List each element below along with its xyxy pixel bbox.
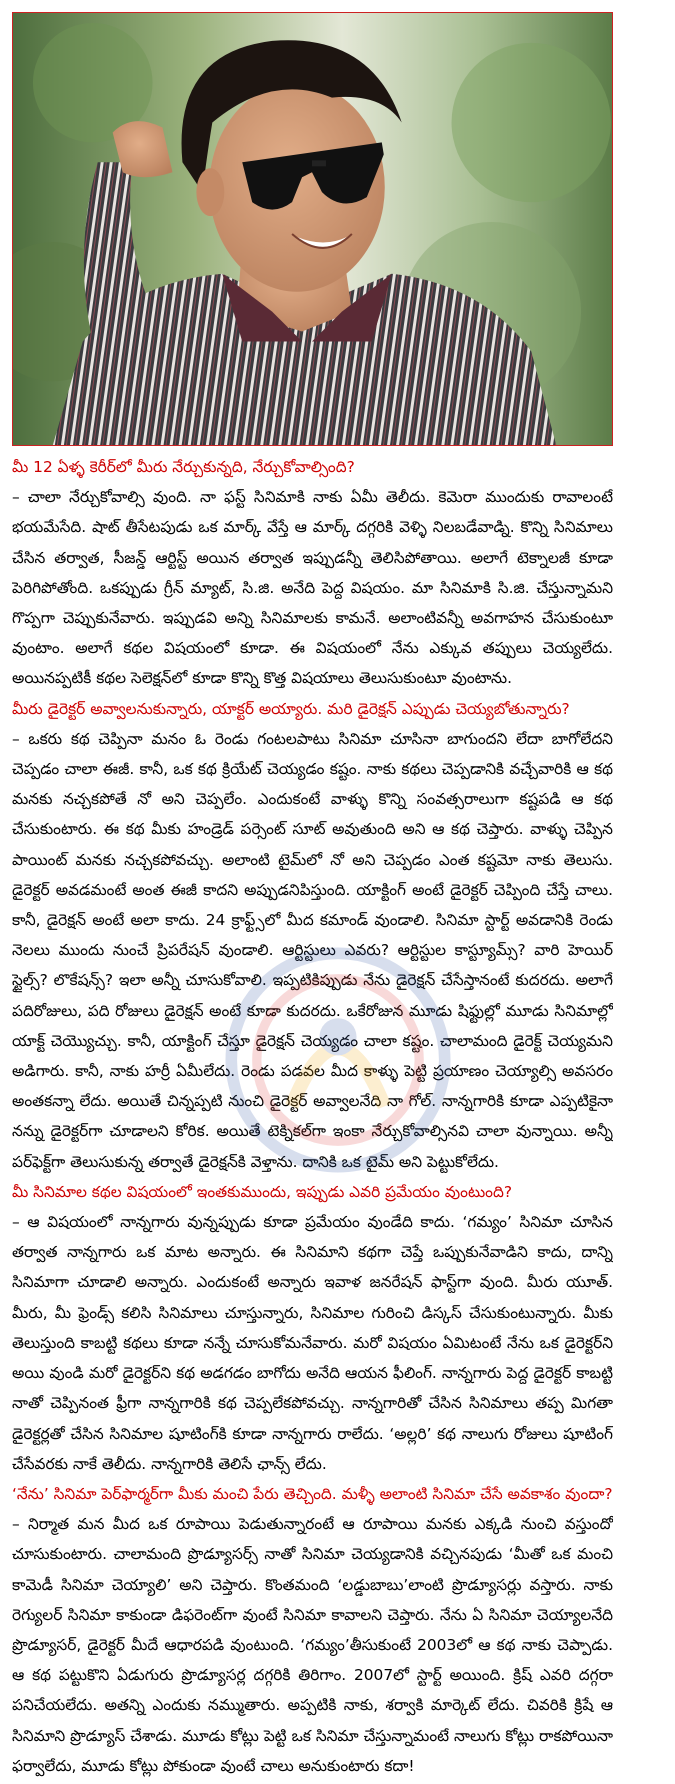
answer-3: – ఆ విషయంలో నాన్నగారు వున్నప్పుడు కూడా ప్రమేయం వుండేది కాదు. ‘గమ్యం’ సినిమా చూసిన తర్వాత నాన్నగారు ఒక మాట అన్నారు. ఈ సినిమాని కథగా చెప్తే ఒప్పుకునేవాడిని కాదు, దాన్ని సినిమాగా చూడాలి అన్నారు. ఎందుకంటే అన్నారు ఇవాళ జనరేషన్ ఫాస్ట్‌గా వుంది. మీరు యూత్. మీరు, మీ ఫ్రెండ్స్ కలిసి సినిమాలు చూస్తున్నారు, సినిమాల గురించి డిస్కస్ చేసుకుంటున్నారు. మీకు తెలుస్తుంది కాబట్టి కథలు కూడా నన్నే చూసుకోమనేవారు. మరో విషయం ఏమిటంటే నేను ఒక డైరెక్టర్‌ని అయి వుండి మరో డైరెక్టర్‌ని కథ అడగడం బాగోదు అనేది ఆయన ఫీలింగ్. నాన్నగారు పెద్ద డైరెక్టర్ కాబట్టి నాతో చెప్పినంత ఫ్రీగా నాన్నగారికి కథ చెప్పలేకపోవచ్చు. నాన్నగారితో చేసిన సినిమాలు తప్ప మిగతా డైరెక్టర్లతో చేసిన సినిమాల షూటింగ్‌కి కూడా నాన్నగారు రాలేదు. ‘అల్లరి’ కథ నాలుగు రోజులు షూటింగ్ చేసేవరకు నాకే తెలీదు. నాన్నగారికి తెలిసే ఛాన్స్ లేదు. bbox=[12, 1213, 613, 1473]
answer-1: – చాలా నేర్చుకోవాల్సి వుంది. నా ఫస్ట్ సినిమాకి నాకు ఏమీ తెలీదు. కెమెరా ముందుకు రావాలంటే భయమేసేది. షాట్ తీసేటపుడు ఒక మార్క్ వేస్తే ఆ మార్క్ దగ్గరికి వెళ్ళి నిలబడేవాడ్ని. కొన్ని సినిమాలు చేసిన తర్వాత, సీజన్డ్ ఆర్టిస్ట్ అయిన తర్వాత ఇప్పుడన్నీ తెలిసిపోతాయి. అలాగే టెక్నాలజీ కూడా పెరిగిపోతోంది. ఒకప్పుడు గ్రీన్ మ్యాట్, సి.జి. అనేది పెద్ద విషయం. మా సినిమాకి సి.జి. చేస్తున్నామని గొప్పగా చెప్పుకునేవారు. ఇప్పుడవి అన్ని సినిమాలకు కామనే. అలాంటివన్నీ అవగాహన చేసుకుంటూ వుంటాం. అలాగే కథల విషయంలో కూడా. ఈ విషయంలో నేను ఎక్కువ తప్పులు చెయ్యలేదు. అయినప్పటికీ కథల సెలెక్షన్‌లో కూడా కొన్ని కొత్త విషయాలు తెలుసుకుంటూ వుంటాను. bbox=[12, 488, 613, 688]
portrait-photo-illustration bbox=[13, 13, 612, 445]
question-2: మీరు డైరెక్టర్ అవ్వాలనుకున్నారు, యాక్టర్ అయ్యారు. మరి డైరెక్షన్ ఎప్పుడు చెయ్యబోతున్నారు? bbox=[12, 699, 570, 718]
answer-4: – నిర్మాత మన మీద ఒక రూపాయి పెడుతున్నారంటే ఆ రూపాయి మనకు ఎక్కడి నుంచి వస్తుందో చూసుకుంటారు. చాలామంది ప్రొడ్యూసర్స్ నాతో సినిమా చెయ్యడానికి వచ్చినపుడు ‘మీతో ఒక మంచి కామెడీ సినిమా చెయ్యాలి’ అని చెప్తారు. కొంతమంది ‘లడ్డుబాబు’లాంటి ప్రొడ్యూసర్లు వస్తారు. నాకు రెగ్యులర్ సినిమా కాకుండా డిఫరెంట్‌గా వుంటే సినిమా కావాలని చెప్తారు. నేను ఏ సినిమా చెయ్యాలనేది ప్రొడ్యూసర్, డైరెక్టర్ మీదే ఆధారపడి వుంటుంది. ‘గమ్యం’తీసుకుంటే 2003లో ఆ కథ నాకు చెప్పాడు. ఆ కథ పట్టుకొని ఏడుగురు ప్రొడ్యూసర్ల దగ్గరికి తిరిగాం. 2007లో స్టార్ట్ అయింది. క్రిష్ ఎవరి దగ్గరా పనిచేయలేదు. అతన్ని ఎందుకు నమ్ముతారు. అప్పటికి నాకు, శర్వాకి మార్కెట్ లేదు. చివరికి క్రిషే ఆ సినిమాని ప్రొడ్యూస్ చేశాడు. మూడు కోట్లు పెట్టి ఒక సినిమా చేస్తున్నామంటే నాలుగు కోట్లు రాకపోయినా ఫర్వాలేదు, మూడు కోట్లు పోకుండా వుంటే చాలు అనుకుంటారు కదా! bbox=[12, 1515, 613, 1775]
question-4: ‘నేను’ సినిమా పెర్‌ఫార్మర్‌గా మీకు మంచి పేరు తెచ్చింది. మళ్ళీ అలాంటి సినిమా చేసే అవకాశం వుందా? bbox=[12, 1484, 613, 1503]
answer-2: – ఒకరు కథ చెప్పినా మనం ఓ రెండు గంటలపాటు సినిమా చూసినా బాగుందని లేదా బాగోలేదని చెప్పడం చాలా ఈజీ. కానీ, ఒక కథ క్రియేట్ చెయ్యడం కష్టం. నాకు కథలు చెప్పడానికి వచ్చేవారికి ఆ కథ మనకు నచ్చకపోతే నో అని చెప్పలేం. ఎందుకంటే వాళ్ళు కొన్ని సంవత్సరాలుగా కష్టపడి ఆ కథ చేసుకుంటారు. ఈ కథ మీకు హండ్రెడ్ పర్సెంట్ సూట్ అవుతుంది అని ఆ కథ చెప్తారు. వాళ్ళు చెప్పిన పాయింట్ మనకు నచ్చకపోవచ్చు. అలాంటి టైమ్‌లో నో అని చెప్పడం ఎంత కష్టమో నాకు తెలుసు. డైరెక్టర్ అవడమంటే అంత ఈజీ కాదని అప్పుడనిపిస్తుంది. యాక్టింగ్ అంటే డైరెక్టర్ చెప్పింది చేస్తే చాలు. కానీ, డైరెక్షన్ అంటే అలా కాదు. 24 క్రాఫ్ట్స్‌లో మీద కమాండ్ వుండాలి. సినిమా స్టార్ట్ అవడానికి రెండు నెలలు ముందు నుంచే ప్రిపరేషన్ వుండాలి. ఆర్టిస్టులు ఎవరు? ఆర్టిస్టుల కాస్ట్యూమ్స్? వారి హెయిర్ స్టైల్స్? లొకేషన్స్? ఇలా అన్నీ చూసుకోవాలి. ఇప్పటికిప్పుడు నేను డైరెక్షన్ చేసేస్తానంటే కుదరదు. అలాగే పదిరోజులు, పది రోజులు డైరెక్షన్ అంటే కూడా కుదరదు. ఒకేరోజున మూడు షిఫ్టుల్లో మూడు సినిమాల్లో యాక్ట్ చెయ్యొచ్చు. కానీ, యాక్టింగ్ చేస్తూ డైరెక్షన్ చెయ్యడం చాలా కష్టం. చాలామంది డైరెక్ట్ చెయ్యమని అడిగారు. కానీ, నాకు హర్రీ ఏమీలేదు. రెండు పడవల మీద కాళ్ళు పెట్టి ప్రయాణం చెయ్యాల్సి అవసరం అంతకన్నా లేదు. అయితే చిన్నప్పటి నుంచి డైరెక్టర్ అవ్వాలనేది నా గోల్. నాన్నగారికి కూడా ఎప్పటికైనా నన్ను డైరెక్టర్‌గా చూడాలని కోరిక. అయితే టెక్నికల్‌గా ఇంకా నేర్చుకోవాల్సినవి చాలా వున్నాయి. అన్నీ పర్‌ఫెక్ట్‌గా తెలుసుకున్న తర్వాతే డైరెక్షన్‌కి వెళ్తాను. దానికి ఒక టైమ్ అని పెట్టుకోలేదు. bbox=[12, 729, 613, 1171]
question-3: మీ సినిమాల కథల విషయంలో ఇంతకుముందు, ఇప్పుడు ఎవరి ప్రమేయం వుంటుంది? bbox=[12, 1182, 513, 1201]
portrait-photo bbox=[12, 12, 613, 446]
interview-article bbox=[12, 452, 613, 1778]
question-1: మీ 12 ఏళ్ళ కెరీర్‌లో మీరు నేర్చుకున్నది, నేర్చుకోవాల్సింది? bbox=[12, 458, 355, 476]
